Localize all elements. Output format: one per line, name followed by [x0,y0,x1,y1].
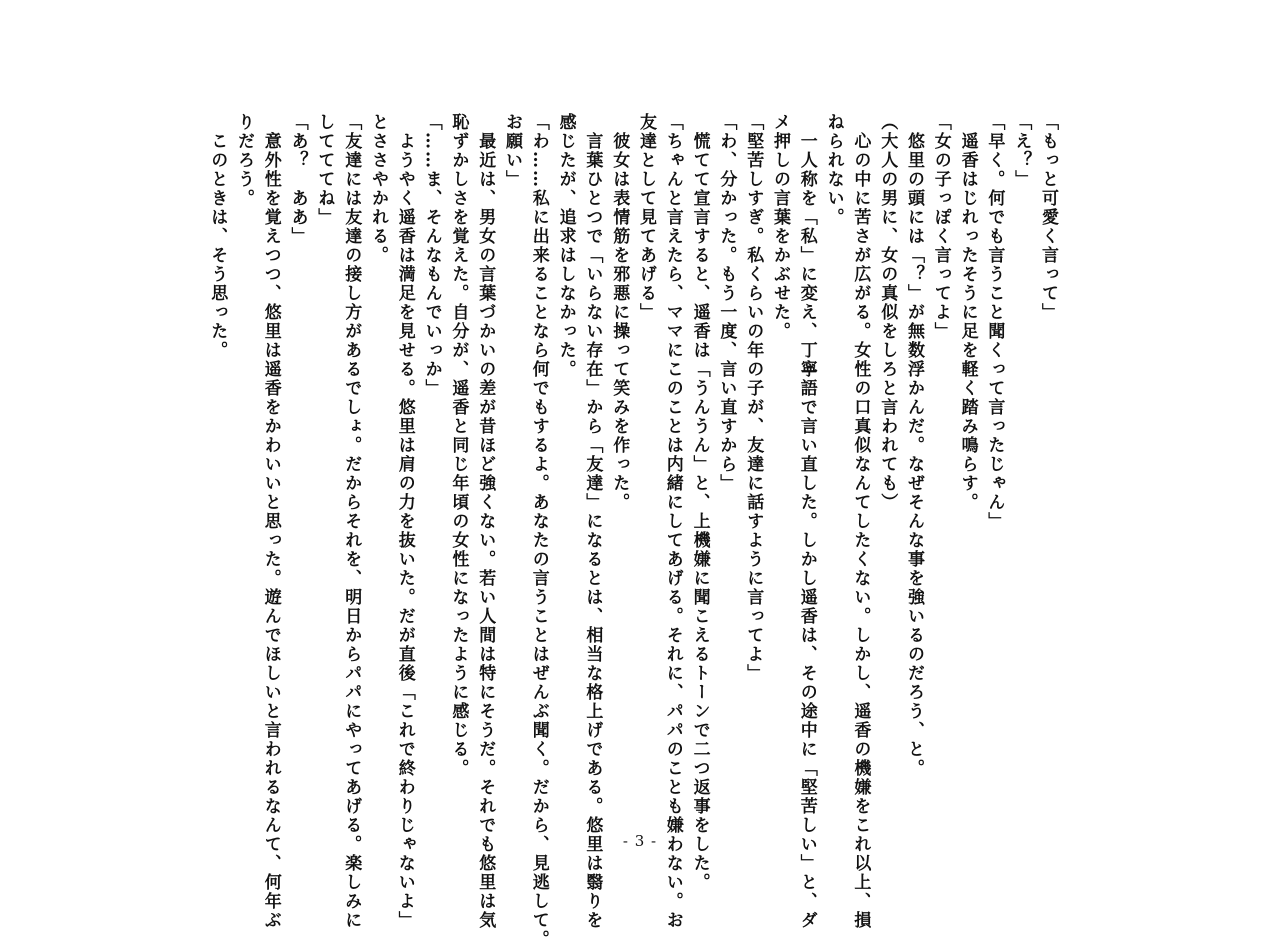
text-line: （大人の男に、女の真似をしろと言われても） [877,113,898,512]
text-line: メ押しの言葉をかぶせた。 [770,113,790,341]
text-line: お願い」 [502,113,522,189]
text-line: 「え？」 [1011,113,1032,189]
text-line: 「もっと可愛く言って」 [1038,113,1058,322]
text-line: 「早く。何でも言うこと聞くって言ったじゃん」 [984,113,1005,531]
text-line: とささやかれる。 [368,113,388,265]
text-line: 「友達には友達の接し方があるでしょ。だからそれを、明日からパパにやってあげる。楽しみに [341,113,362,930]
text-line: 「堅苦しすぎ。私くらいの年の子が、友達に話すように言ってよ」 [743,113,764,683]
text-line: りだろう。 [234,113,254,208]
text-line: 心の中に苦さが広がる。女性の口真似なんてしたくない。しかし、遥香の機嫌をこれ以上、損 [850,113,871,930]
text-line: 意外性を覚えつつ、悠里は遥香をかわいいと思った。遊んでほしいと言われるなんて、何年ぶ [260,113,281,930]
text-line: 感じたが、追求はしなかった。 [555,113,576,379]
text-line: 言葉ひとつで「いらない存在」から「友達」になるとは、相当な格上げである。悠里は翳りを [582,113,603,930]
text-line: 「あ？ ああ」 [287,113,308,246]
text-line: 友達として見てあげる」 [636,113,656,322]
page-number: - 3 - [622,832,658,850]
text-line: 「女の子っぽく言ってよ」 [930,113,951,341]
text-line: ようやく遥香は満足を見せる。悠里は肩の力を抜いた。だが直後「これで終わりじゃないよ」 [394,113,415,930]
text-line: 「……ま、そんなもんでいっか」 [421,113,442,398]
text-line: してててね」 [314,113,335,227]
text-line: 一人称を「私」に変え、丁寧語で言い直した。しかし遥香は、その途中に「堅苦しい」と、ダ [796,113,817,930]
text-line: 遥香はじれったそうに足を軽く踏み鳴らす。 [957,113,978,512]
text-line: 悠里の頭には「？」が無数浮かんだ。なぜそんな事を強いるのだろう、と。 [904,113,924,778]
text-line: 「ちゃんと言えたら、ママにこのことは内緒にしてあげる。それに、パパのことも嫌わない。お [662,113,683,930]
text-line: 「わ……私に出来ることなら何でもするよ。あなたの言うことはぜんぶ聞く。だから、見逃して。 [528,113,549,949]
text-line: ねられない。 [823,113,844,227]
text-line: 最近は、男女の言葉づかいの差が昔ほど強くない。若い人間は特にそうだ。それでも悠里は気 [475,113,496,930]
text-line: 慌てて宣言すると、遥香は「うんうん」と、上機嫌に聞こえるトーンで二つ返事をした。 [689,113,710,892]
text-line: 恥ずかしさを覚えた。自分が、遥香と同じ年頃の女性になったように感じる。 [448,113,469,778]
text-line: 彼女は表情筋を邪悪に操って笑みを作った。 [609,113,630,512]
text-line: このときは、そう思った。 [207,113,228,360]
text-line: 「わ、分かった。もう一度、言い直すから」 [716,113,737,493]
